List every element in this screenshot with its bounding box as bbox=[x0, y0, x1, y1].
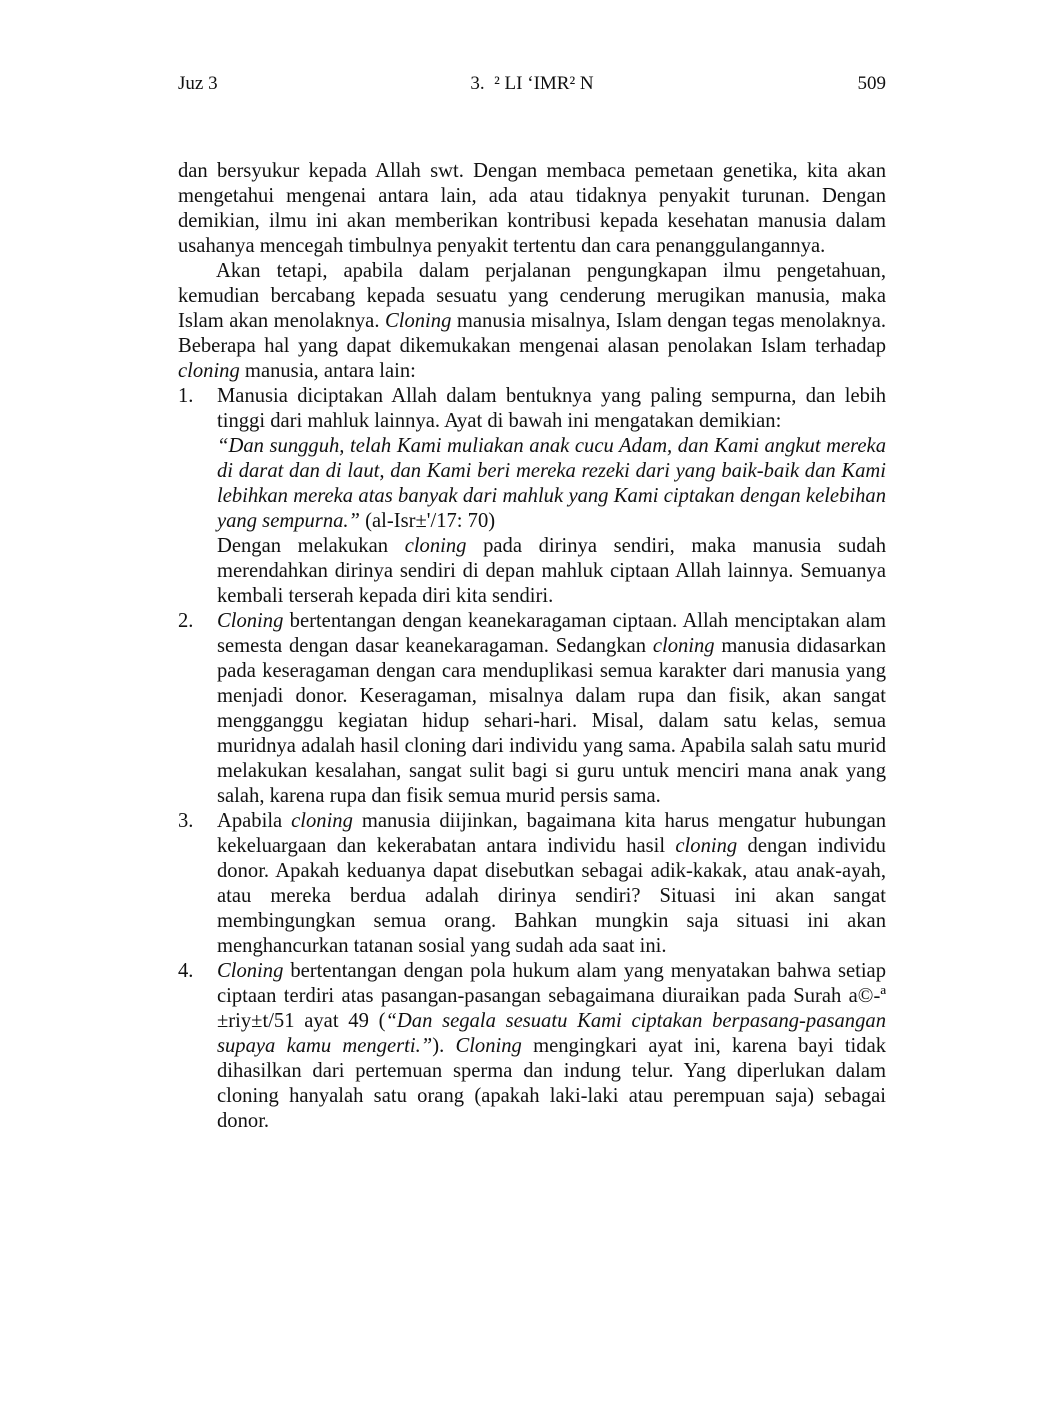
paragraph-2-text: manusia, antara lain: bbox=[239, 360, 416, 382]
item-text: ). bbox=[432, 1035, 456, 1057]
paragraph-2-text: manusia misalnya, Islam dengan tegas menolaknya. Beberapa hal yang dapat dikemukakan mengenai alasan penolakan Islam terhadap bbox=[178, 310, 886, 357]
paragraph-2 bbox=[178, 259, 886, 384]
term-cloning: cloning bbox=[652, 635, 715, 657]
paragraph-1: dan bersyukur kepada Allah swt. Dengan membaca pemetaan genetika, kita akan mengetahui mengenai antara lain, ada atau tidaknya penyakit turunan. Dengan demikian, ilmu ini akan memberikan kontribusi kepada kesehatan manusia dalam usahanya mencegah timbulnya penyakit tertentu dan cara penanggulangannya. bbox=[178, 160, 886, 257]
list-item bbox=[178, 384, 886, 609]
item-text: bertentangan dengan keanekaragaman ciptaan. Allah menciptakan alam semesta dengan dasar keanekaragaman. Sedangkan bbox=[217, 610, 886, 657]
quran-quote bbox=[217, 434, 886, 534]
item-1-conclusion bbox=[217, 534, 886, 609]
term-cloning: cloning bbox=[404, 535, 467, 557]
term-cloning: Cloning bbox=[385, 310, 452, 332]
juz-label: Juz 3 bbox=[178, 73, 218, 94]
list-number: 1. bbox=[178, 385, 194, 407]
term-cloning: Cloning bbox=[217, 610, 284, 632]
quote-text: “Dan sungguh, telah Kami muliakan anak cucu Adam, dan Kami angkut mereka di darat dan di laut, dan Kami beri mereka rezeki dari yang baik-baik dan Kami lebihkan mereka atas banyak dari mahluk yang Kami ciptakan dengan kelebihan yang sempurna.” bbox=[217, 435, 886, 532]
item-1-intro: Manusia diciptakan Allah dalam bentuknya yang paling sempurna, dan lebih tinggi dari mahluk lainnya. Ayat di bawah ini mengatakan demikian: bbox=[217, 385, 886, 432]
list-number: 3. bbox=[178, 810, 194, 832]
reasons-list bbox=[178, 384, 886, 1134]
page-number: 509 bbox=[857, 73, 886, 94]
item-text: Dengan melakukan bbox=[217, 535, 405, 557]
quote-reference: (al-Isr±'/17: 70) bbox=[360, 510, 496, 532]
surah-title: 3. ² LI ‘IMR² N bbox=[470, 73, 594, 94]
item-text: mengingkari ayat ini, karena bayi tidak dihasilkan dari pertemuan sperma dan indung telur. Yang diperlukan dalam cloning hanyalah satu orang (apakah laki-laki atau perempuan saja) sebagai donor. bbox=[217, 1035, 887, 1132]
list-number: 4. bbox=[178, 960, 194, 982]
term-cloning: cloning bbox=[178, 360, 240, 382]
item-text: bertentangan dengan pola hukum alam yang menyatakan bahwa setiap ciptaan terdiri atas pasangan-pasangan sebagaimana diuraikan pada Surah a©-ª ±riy±t/51 ayat 49 ( bbox=[217, 960, 886, 1032]
item-3-text bbox=[217, 809, 886, 959]
item-4-text bbox=[217, 959, 886, 1134]
item-text: Apabila bbox=[217, 810, 292, 832]
list-number: 2. bbox=[178, 610, 194, 632]
item-text: manusia didasarkan pada keseragaman dengan cara menduplikasi semua karakter dari manusia yang menjadi donor. Keseragaman, misalnya dalam rupa dan fisik, akan sangat mengganggu kegiatan hidup sehari-hari. Misal, dalam satu kelas, semua muridnya adalah hasil cloning dari individu yang sama. Apabila salah satu murid melakukan kesalahan, sangat sulit bagi si guru untuk menciri mana anak yang salah, karena rupa dan fisik semua murid persis sama. bbox=[217, 635, 886, 807]
term-cloning: Cloning bbox=[455, 1035, 522, 1057]
body-text bbox=[178, 159, 886, 1134]
item-2-text bbox=[217, 609, 886, 809]
item-text: manusia diijinkan, bagaimana kita harus mengatur hubungan kekeluargaan dan kekerabatan antara individu hasil bbox=[217, 810, 887, 857]
quran-quote-inline: “Dan segala sesuatu Kami ciptakan berpasang-pasangan supaya kamu mengerti.” bbox=[217, 1010, 886, 1057]
list-item bbox=[178, 809, 886, 959]
term-cloning: cloning bbox=[675, 835, 738, 857]
list-item bbox=[178, 959, 886, 1134]
running-header bbox=[178, 71, 886, 97]
term-cloning: Cloning bbox=[217, 960, 284, 982]
paragraph-2-text: Akan tetapi, apabila dalam perjalanan pengungkapan ilmu pengetahuan, kemudian bercabang kepada sesuatu yang cenderung merugikan manusia, maka Islam akan menolaknya. bbox=[178, 260, 886, 332]
item-text: dengan individu donor. Apakah keduanya dapat disebutkan sebagai adik-kakak, atau anak-ayah, atau mereka berdua adalah dirinya sendiri? Situasi ini akan sangat membingungkan semua orang. Bahkan mungkin saja situasi ini akan menghancurkan tatanan sosial yang sudah ada saat ini. bbox=[217, 835, 886, 957]
list-item bbox=[178, 609, 886, 809]
item-text: pada dirinya sendiri, maka manusia sudah merendahkan dirinya sendiri di depan mahluk ciptaan Allah lainnya. Semuanya kembali terserah kepada diri kita sendiri. bbox=[217, 535, 886, 607]
term-cloning: cloning bbox=[291, 810, 353, 832]
